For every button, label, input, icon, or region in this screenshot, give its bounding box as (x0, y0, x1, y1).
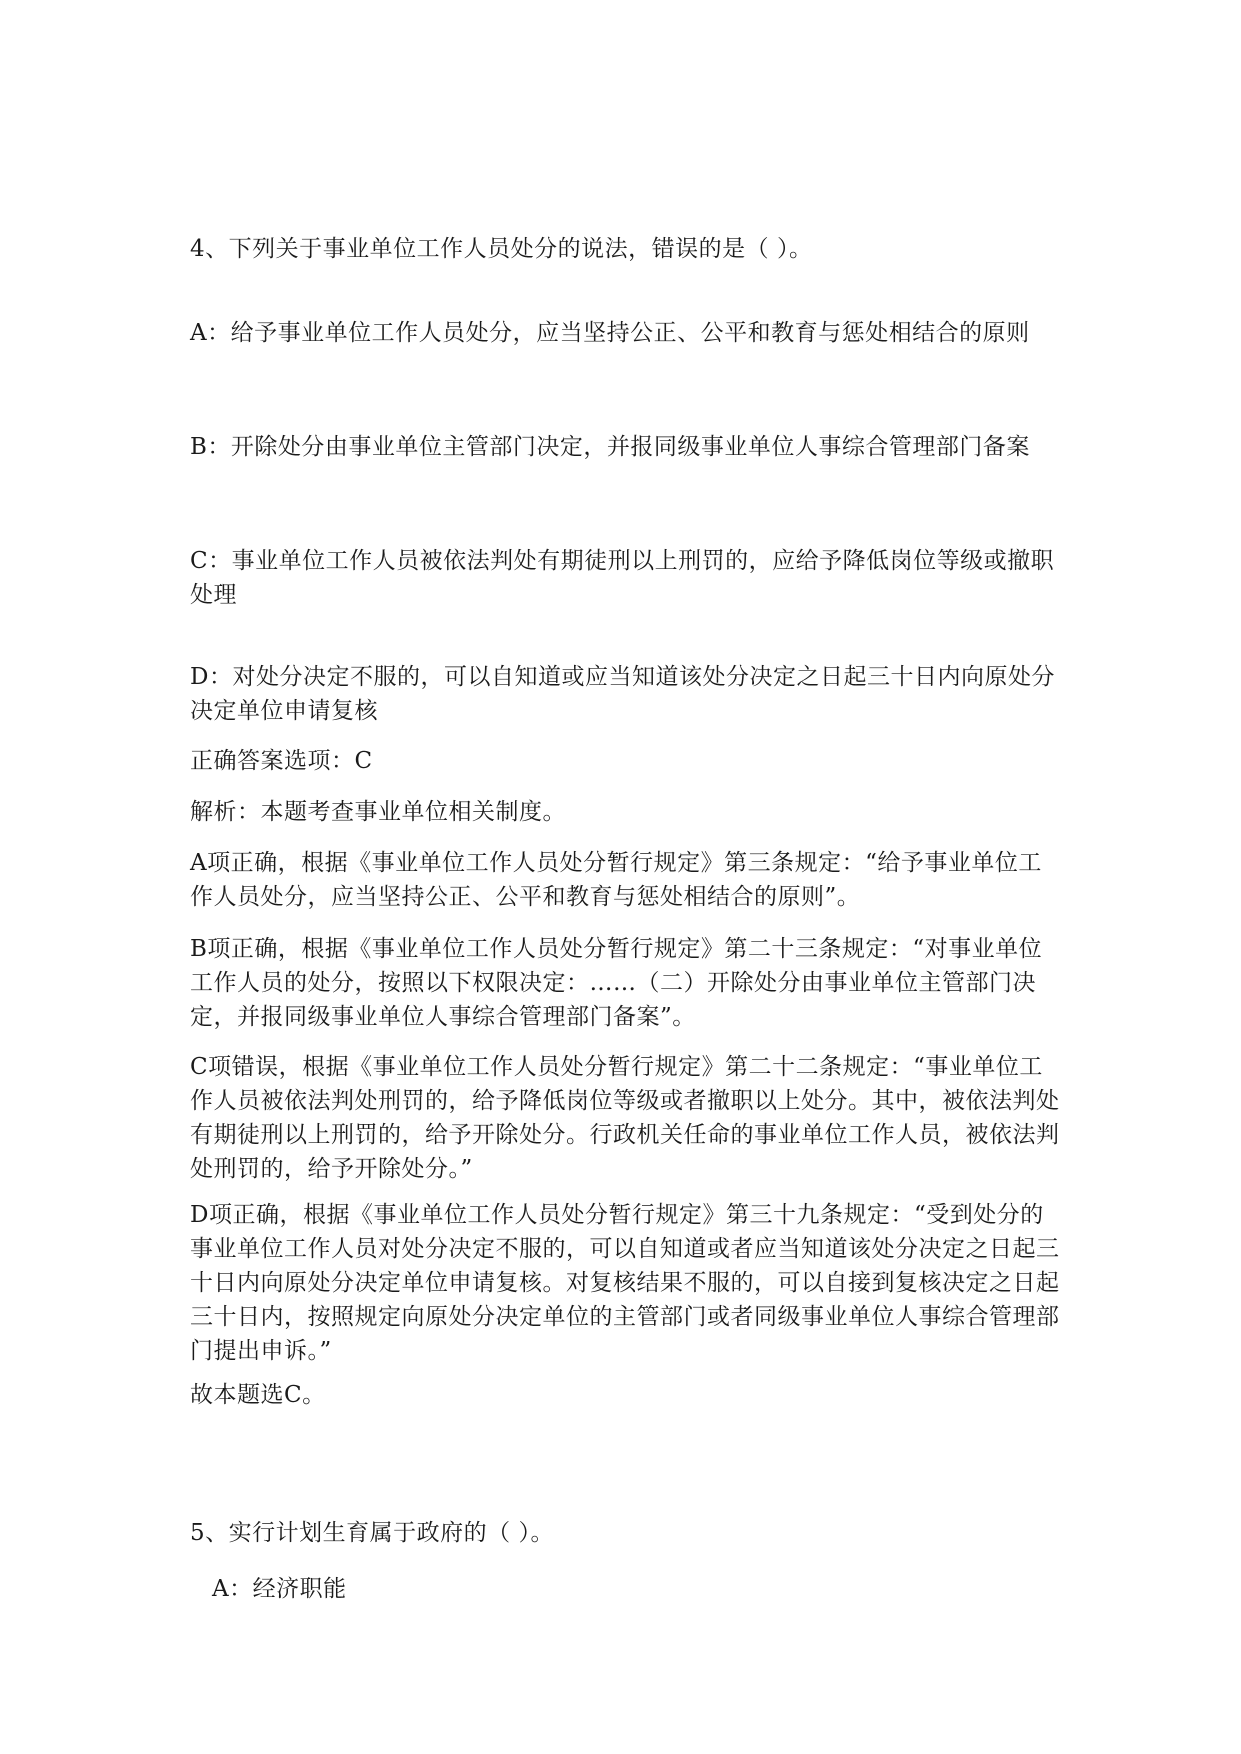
question-4-conclusion: 故本题选C。 (190, 1382, 326, 1408)
question-5-option-a: A：经济职能 (212, 1576, 347, 1602)
question-4-option-a: A：给予事业单位工作人员处分，应当坚持公正、公平和教育与惩处相结合的原则 (190, 320, 1030, 346)
question-4-option-c: C：事业单位工作人员被依法判处有期徒刑以上刑罚的，应给予降低岗位等级或撤职处理 (190, 548, 1055, 608)
question-4-stem: 4、下列关于事业单位工作人员处分的说法，错误的是（ ）。 (190, 236, 813, 262)
analysis-item-d: D项正确，根据《事业单位工作人员处分暂行规定》第三十九条规定：“受到处分的事业单位工作人员对处分决定不服的，可以自知道或者应当知道该处分决定之日起三十日内向原处分决定单位申请复核。对复核结果不服的，可以自接到复核决定之日起三十日内，按照规定向原处分决定单位的主管部门或者同级事业单位人事综合管理部门提出申诉。” (190, 1202, 1060, 1364)
question-4-analysis-intro: 解析：本题考查事业单位相关制度。 (190, 799, 566, 825)
question-5-stem: 5、实行计划生育属于政府的（ ）。 (190, 1520, 554, 1546)
question-4-answer: 正确答案选项：C (190, 748, 373, 774)
question-4-option-d: D：对处分决定不服的，可以自知道或应当知道该处分决定之日起三十日内向原处分决定单位申请复核 (190, 664, 1055, 724)
question-4-option-b: B：开除处分由事业单位主管部门决定，并报同级事业单位人事综合管理部门备案 (190, 434, 1030, 460)
analysis-item-b: B项正确，根据《事业单位工作人员处分暂行规定》第二十三条规定：“对事业单位工作人员的处分，按照以下权限决定：……（二）开除处分由事业单位主管部门决定，并报同级事业单位人事综合管理部门备案”。 (190, 936, 1043, 1030)
analysis-item-a: A项正确，根据《事业单位工作人员处分暂行规定》第三条规定：“给予事业单位工作人员处分，应当坚持公正、公平和教育与惩处相结合的原则”。 (190, 850, 1042, 910)
analysis-item-c: C项错误，根据《事业单位工作人员处分暂行规定》第二十二条规定：“事业单位工作人员被依法判处刑罚的，给予降低岗位等级或者撤职以上处分。其中，被依法判处有期徒刑以上刑罚的，给予开除处分。行政机关任命的事业单位工作人员，被依法判处刑罚的，给予开除处分。” (190, 1054, 1060, 1182)
